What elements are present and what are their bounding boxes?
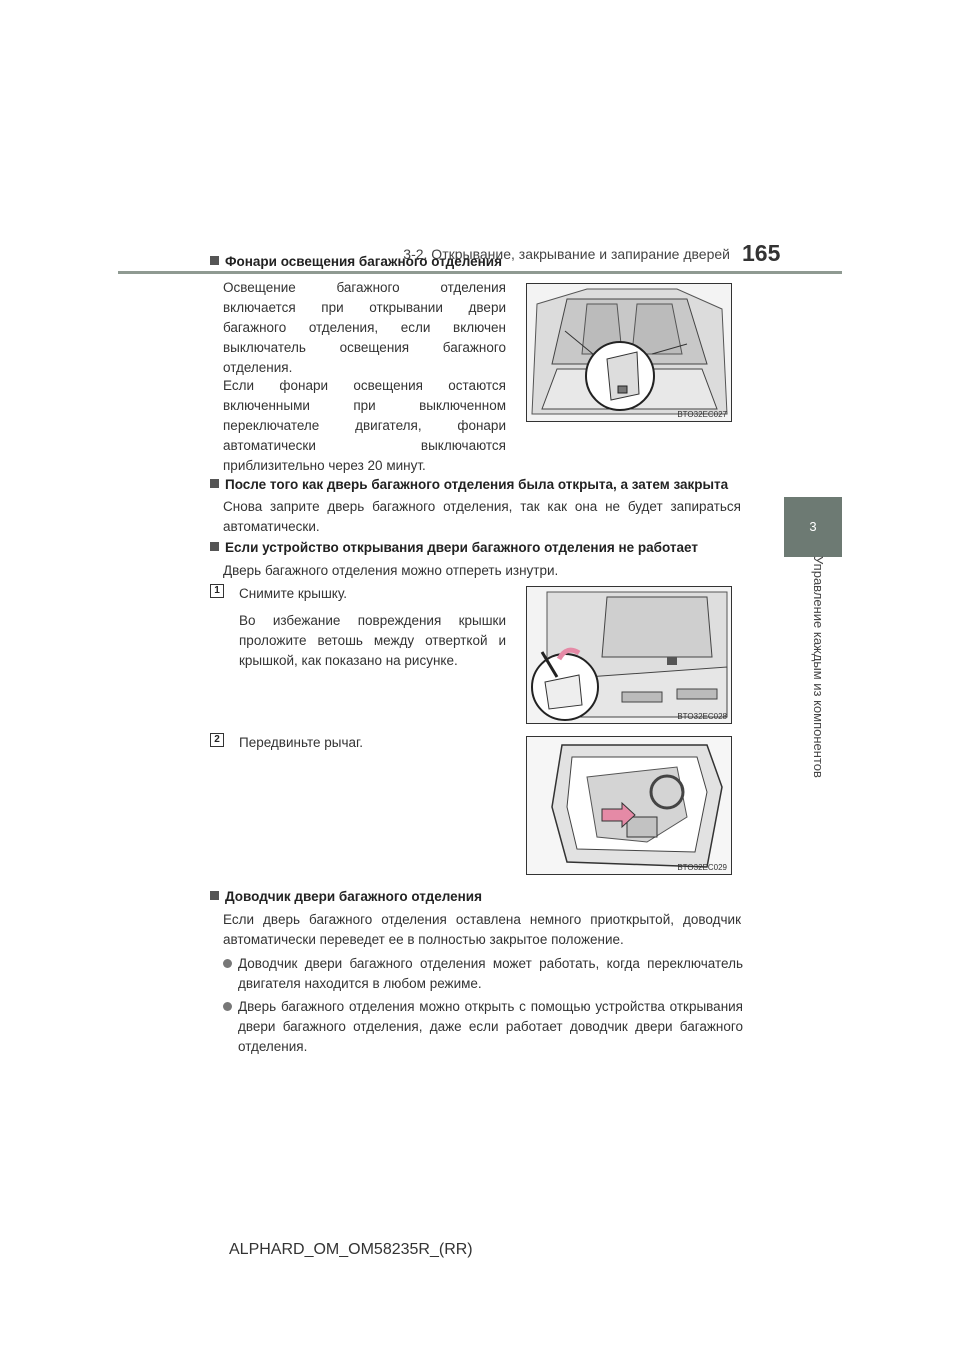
step-1-title: Снимите крышку.	[239, 586, 348, 601]
figure-move-lever	[526, 736, 732, 875]
square-bullet-icon	[210, 256, 219, 265]
closer-paragraph: Если дверь багажного отделения оставлена немного приоткрытой, доводчик автоматически переведет ее в полностью закрытое положение.	[223, 912, 741, 947]
step-2-marker: 2	[210, 733, 224, 747]
lights-paragraph-2: Если фонари освещения остаются включенными при выключенном переключателе двигателя, фонари автоматически выключаются приблизительно через 20 минут.	[223, 378, 506, 473]
heading-closer: Доводчик двери багажного отделения	[210, 889, 482, 904]
opener-fail-paragraph: Дверь багажного отделения можно отпереть изнутри.	[223, 563, 559, 578]
figure-code: BTO32EC029	[677, 863, 727, 872]
chapter-title: Управление каждым из компонентов	[811, 556, 826, 778]
square-bullet-icon	[210, 479, 219, 488]
figure-remove-cover	[526, 586, 732, 724]
figure-code: BTO32EC027	[677, 410, 727, 419]
heading-lights: Фонари освещения багажного отделения	[210, 254, 502, 269]
step-1-marker: 1	[210, 584, 224, 598]
heading-after-open: После того как дверь багажного отделения была открыта, а затем закрыта	[210, 477, 728, 492]
after-open-paragraph: Снова заприте дверь багажного отделения, так как она не будет запираться автоматически.	[223, 499, 741, 534]
closer-bullet-2: Дверь багажного отделения можно открыть с помощью устройства открывания двери багажного отделения, даже если работает доводчик двери багажного отделения.	[223, 997, 743, 1057]
lights-paragraph-1: Освещение багажного отделения включается при открывании двери багажного отделения, если включен выключатель освещения багажного отделения.	[223, 280, 506, 375]
figure-luggage-light	[526, 283, 732, 422]
chapter-tab: 3	[784, 497, 842, 557]
header-rule	[118, 271, 842, 274]
round-bullet-icon	[223, 959, 232, 968]
figure-code: BTO32EC028	[677, 712, 727, 721]
square-bullet-icon	[210, 891, 219, 900]
step-2-title: Передвиньте рычаг.	[239, 735, 364, 750]
page-number: 165	[742, 240, 781, 266]
section-title: 3-2. Открывание, закрывание и запирание дверей	[403, 246, 730, 262]
heading-opener-fail: Если устройство открывания двери багажного отделения не работает	[210, 540, 698, 555]
document-code: ALPHARD_OM_OM58235R_(RR)	[229, 1241, 473, 1258]
step-1-text: Во избежание повреждения крышки проложите ветошь между отверткой и крышкой, как показано на рисунке.	[239, 613, 506, 668]
closer-bullet-1: Доводчик двери багажного отделения может работать, когда переключатель двигателя находится в любом режиме.	[223, 954, 743, 994]
round-bullet-icon	[223, 1002, 232, 1011]
square-bullet-icon	[210, 542, 219, 551]
